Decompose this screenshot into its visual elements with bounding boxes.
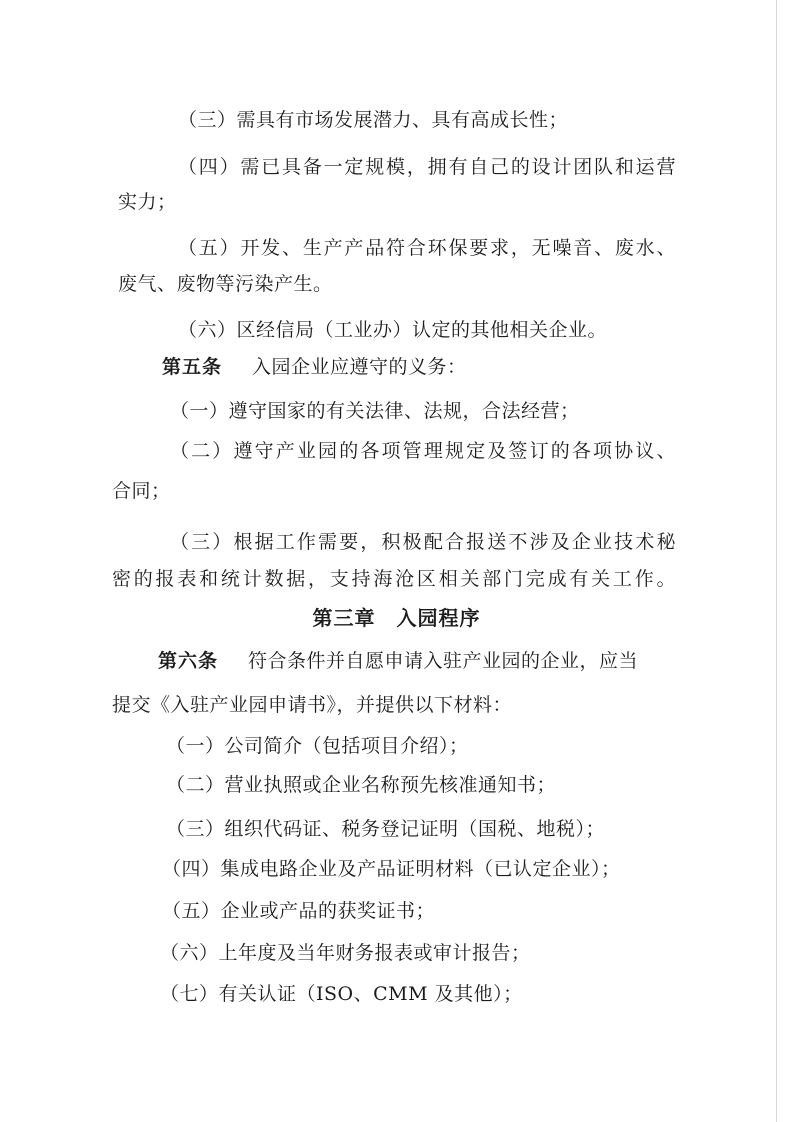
article-number: 第五条 <box>162 356 223 378</box>
paragraph-line: （六）上年度及当年财务报表或审计报告； <box>160 942 531 964</box>
paragraph-line: （三）需具有市场发展潜力、具有高成长性； <box>178 109 569 131</box>
article-text: 符合条件并自愿申请入驻产业园的企业，应当 <box>248 650 639 672</box>
paragraph-line: （一）公司简介（包括项目介绍）； <box>166 735 469 757</box>
paragraph-line: （七）有关认证（ISO、CMM 及其他）； <box>160 983 523 1005</box>
paragraph-line: （一）遵守国家的有关法律、法规，合法经营； <box>170 400 580 422</box>
paragraph-line: （四）需已具备一定规模，拥有自己的设计团队和运营 <box>178 156 676 178</box>
chapter-heading: 第三章 入园程序 <box>312 606 481 630</box>
paragraph-line: 密的报表和统计数据，支持海沧区相关部门完成有关工作。 <box>112 568 676 590</box>
paragraph-line: （四）集成电路企业及产品证明材料（已认定企业）； <box>162 858 621 880</box>
article-6-line <box>158 649 638 673</box>
article-5-line <box>162 355 467 379</box>
paragraph-line: （五）企业或产品的获奖证书； <box>162 900 436 922</box>
paragraph-line: （五）开发、生产产品符合环保要求，无噪音、废水、 <box>178 237 676 259</box>
article-number: 第六条 <box>158 650 219 672</box>
paragraph-line: 实力； <box>118 191 177 213</box>
paragraph-line: （二）遵守产业园的各项管理规定及签订的各项协议、 <box>170 440 676 462</box>
paragraph-line: （六）区经信局（工业办）认定的其他相关企业。 <box>178 319 608 341</box>
paragraph-line: （三）根据工作需要，积极配合报送不涉及企业技术秘 <box>170 531 676 553</box>
article-text: 入园企业应遵守的义务： <box>252 356 467 378</box>
paragraph-line: （二）营业执照或企业名称预先核准通知书； <box>166 774 557 796</box>
page-edge-shadow <box>776 0 777 1122</box>
paragraph-line: 提交《入驻产业园申请书》，并提供以下材料： <box>112 694 513 716</box>
paragraph-line: （三）组织代码证、税务登记证明（国税、地税）； <box>166 818 606 840</box>
paragraph-line: 合同； <box>112 480 171 502</box>
paragraph-line: 废气、废物等污染产生。 <box>118 273 333 295</box>
